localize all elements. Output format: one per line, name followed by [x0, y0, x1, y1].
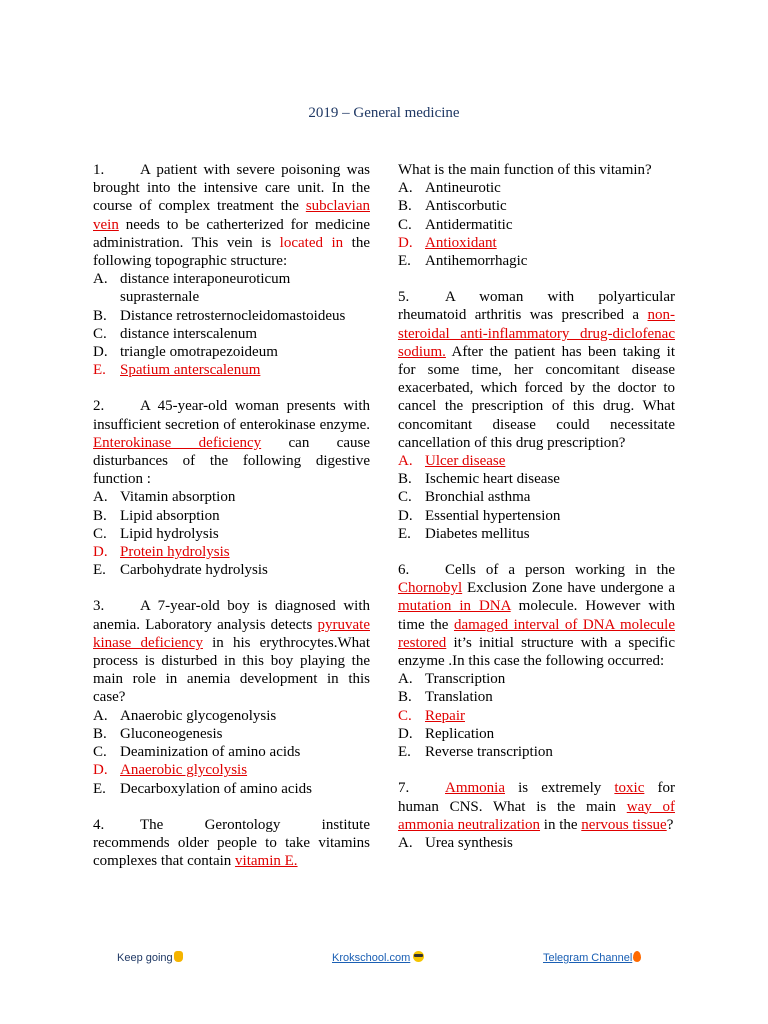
option-text: Antioxidant	[425, 234, 497, 251]
option-a-correct[interactable]	[398, 452, 675, 470]
option-letter: E.	[93, 362, 106, 379]
highlighted-term: Ammonia	[445, 780, 505, 797]
stem-text: ?	[666, 816, 674, 833]
option-text: Translation	[425, 689, 493, 706]
left-column	[93, 161, 370, 888]
option-text: distance interscalenum	[120, 325, 258, 342]
highlighted-term: located in	[279, 234, 344, 251]
question-6	[398, 561, 675, 761]
highlighted-term: Enterokinase deficiency	[93, 434, 262, 451]
option-text: Ischemic heart disease	[425, 471, 560, 488]
option-letter: E.	[398, 253, 411, 270]
option-letter: D.	[398, 234, 413, 251]
option-text: Gluconeogenesis	[120, 725, 223, 742]
question-stem	[93, 816, 370, 871]
option-a[interactable]	[93, 707, 370, 725]
option-b[interactable]	[93, 507, 370, 525]
option-b[interactable]	[93, 725, 370, 743]
question-5	[398, 288, 675, 543]
question-4-continued	[398, 161, 675, 270]
option-letter: B.	[398, 471, 412, 488]
option-e[interactable]	[398, 252, 675, 270]
question-stem	[398, 288, 675, 452]
footer-telegram-link[interactable]	[543, 951, 641, 964]
stem-text: The Gerontology institute recommends older people to take vitamins complexes that contain	[93, 816, 370, 870]
option-text: Replication	[425, 725, 495, 742]
option-text: Anaerobic glycogenolysis	[120, 707, 277, 724]
question-stem-continued	[398, 161, 675, 179]
option-d[interactable]	[398, 507, 675, 525]
option-text: Antiscorbutic	[425, 198, 507, 215]
question-stem	[398, 561, 675, 670]
stem-text: After the patient has been taking it for some time, her concomitant disease exacerbated, which forced by the doctor to cancel the prescription of this drug. What concomitant disease could necessitate cancellation of this drug prescription?	[398, 343, 675, 451]
page-title: 2019 – General medicine	[308, 105, 460, 121]
option-e[interactable]	[93, 561, 370, 579]
option-d-correct[interactable]	[398, 234, 675, 252]
option-c[interactable]	[93, 325, 370, 343]
option-letter: A.	[398, 671, 413, 688]
stem-text: Exclusion Zone have undergone a	[462, 580, 675, 597]
question-3	[93, 597, 370, 797]
option-c[interactable]	[398, 216, 675, 234]
question-stem	[93, 597, 370, 706]
option-letter: E.	[398, 744, 411, 761]
option-letter: A.	[93, 707, 108, 724]
option-letter: C.	[93, 325, 107, 342]
option-letter: A.	[398, 453, 413, 470]
highlighted-term: Chornobyl	[398, 580, 463, 597]
option-d-correct[interactable]	[93, 761, 370, 779]
option-text: Urea synthesis	[425, 834, 513, 851]
option-letter: A.	[398, 180, 413, 197]
option-letter: B.	[398, 198, 412, 215]
option-text: Antidermatitic	[425, 216, 513, 233]
stem-text: What is the main function of this vitamin?	[398, 162, 652, 178]
stem-text: A patient with severe poisoning was brought into the intensive care unit. In the course of complex treatment the	[93, 162, 370, 215]
footer-site-link[interactable]	[332, 951, 424, 964]
stem-text: is extremely	[505, 780, 615, 797]
option-b[interactable]	[398, 688, 675, 706]
stem-text: A 45-year-old woman presents with insufficient secretion of enterokinase enzyme.	[93, 398, 370, 433]
option-e[interactable]	[93, 780, 370, 798]
footer-keep-going	[117, 951, 183, 964]
question-7	[398, 779, 675, 852]
option-letter: E.	[93, 780, 106, 797]
option-b[interactable]	[93, 307, 370, 325]
stem-text: A woman with polyarticular rheumatoid arthritis was prescribed a	[398, 289, 675, 324]
highlighted-term: way of ammonia neutralization	[398, 798, 675, 833]
option-letter: E.	[93, 562, 106, 579]
option-text: Deaminization of amino acids	[120, 744, 301, 761]
option-text: Antineurotic	[425, 180, 501, 197]
option-a[interactable]	[93, 488, 370, 506]
option-text: Ulcer disease	[425, 453, 506, 470]
option-text: Diabetes mellitus	[425, 525, 530, 542]
option-letter: A.	[93, 271, 108, 288]
option-text: Carbohydrate hydrolysis	[120, 562, 268, 579]
option-d-correct[interactable]	[93, 543, 370, 561]
option-text: distance interaponeuroticum suprasternale	[120, 271, 291, 306]
highlighted-term: vitamin E.	[235, 853, 298, 870]
option-letter: B.	[93, 507, 107, 524]
option-e[interactable]	[398, 525, 675, 543]
question-number: 7.	[398, 780, 410, 797]
option-e-correct[interactable]	[93, 361, 370, 379]
footer-text: Keep going	[117, 952, 173, 964]
option-letter: C.	[93, 744, 107, 761]
stem-text: Cells of a person working in the	[445, 562, 675, 579]
highlighted-term: damaged interval of DNA molecule restored	[398, 616, 675, 651]
option-letter: A.	[93, 489, 108, 506]
option-text: Repair	[425, 707, 465, 724]
option-letter: C.	[93, 525, 107, 542]
highlighted-term: subclavian vein	[93, 198, 370, 233]
stem-text: molecule. However with time the	[398, 598, 675, 633]
question-2	[93, 397, 370, 579]
fire-icon	[633, 951, 641, 962]
question-number: 1.	[93, 162, 105, 178]
question-stem	[93, 397, 370, 488]
stem-text: the following topographic structure:	[93, 234, 370, 270]
option-text: Spatium anterscalenum	[120, 362, 261, 379]
question-number: 5.	[398, 289, 410, 306]
option-letter: B.	[93, 725, 107, 742]
option-text: Decarboxylation of amino acids	[120, 780, 313, 797]
option-b[interactable]	[398, 470, 675, 488]
option-letter: A.	[398, 834, 413, 851]
option-letter: D.	[93, 762, 108, 779]
site-link[interactable]: Krokschool.com	[332, 952, 411, 964]
question-4	[93, 816, 370, 871]
stem-text: needs to be catherterized for medicine administration. This vein is	[93, 216, 370, 251]
stem-text: A 7-year-old boy is diagnosed with anemia. Laboratory analysis detects	[93, 598, 370, 633]
option-letter: D.	[93, 344, 108, 361]
option-letter: B.	[398, 689, 412, 706]
option-b[interactable]	[398, 197, 675, 215]
stem-text: it’s initial structure with a specific enzyme .In this case the following occurred:	[398, 634, 675, 670]
option-a[interactable]	[398, 834, 675, 852]
question-1	[93, 161, 370, 379]
highlighted-term: nervous tissue	[581, 816, 667, 833]
option-d[interactable]	[93, 343, 370, 361]
option-letter: E.	[398, 525, 411, 542]
option-letter: C.	[398, 707, 412, 724]
stem-text: for human CNS. What is the main	[398, 780, 675, 815]
option-d[interactable]	[398, 725, 675, 743]
option-c[interactable]	[398, 488, 675, 506]
option-letter: D.	[398, 725, 413, 742]
option-text: triangle omotrapezoideum	[120, 344, 278, 361]
option-letter: D.	[93, 544, 108, 561]
option-a[interactable]	[398, 670, 675, 688]
question-stem	[398, 779, 675, 834]
option-text: Protein hydrolysis	[120, 544, 230, 561]
option-text: Reverse transcription	[425, 744, 553, 761]
question-number: 4.	[93, 816, 105, 833]
question-number: 3.	[93, 598, 105, 615]
option-text: Transcription	[425, 671, 506, 688]
highlighted-term: pyruvate kinase deficiency	[93, 616, 370, 651]
option-letter: B.	[93, 307, 107, 324]
option-text: Vitamin absorption	[120, 489, 236, 506]
option-text: Anaerobic glycolysis	[120, 762, 248, 779]
highlighted-term: toxic	[614, 780, 645, 797]
question-number: 2.	[93, 398, 105, 415]
option-text: Essential hypertension	[425, 507, 561, 524]
stem-text: in his erythrocytes.What process is disturbed in this boy playing the main role in anemia development in this case?	[93, 634, 370, 706]
telegram-link[interactable]: Telegram Channel	[543, 952, 633, 964]
option-text: Lipid hydrolysis	[120, 525, 219, 542]
option-text: Distance retrosternocleidomastoideus	[120, 307, 346, 324]
option-c-correct[interactable]	[398, 707, 675, 725]
option-c[interactable]	[93, 525, 370, 543]
option-e[interactable]	[398, 743, 675, 761]
option-letter: D.	[398, 507, 413, 524]
option-c[interactable]	[93, 743, 370, 761]
question-number: 6.	[398, 562, 410, 579]
option-a[interactable]	[398, 179, 675, 197]
option-text: Antihemorrhagic	[425, 253, 528, 270]
option-text: Bronchial asthma	[425, 489, 531, 506]
question-stem	[93, 161, 370, 270]
highlighted-term: non-steroidal anti-inflammatory drug-diclofenac sodium.	[398, 307, 675, 360]
stem-text: in the	[540, 816, 582, 833]
highlighted-term: mutation in DNA	[398, 598, 511, 615]
right-column	[398, 161, 675, 870]
option-a[interactable]	[93, 270, 370, 306]
option-letter: C.	[398, 216, 412, 233]
sunglasses-face-icon	[413, 951, 424, 962]
victory-hand-icon	[174, 951, 183, 962]
option-text: Lipid absorption	[120, 507, 220, 524]
option-letter: C.	[398, 489, 412, 506]
stem-text: can cause disturbances of the following digestive function :	[93, 434, 370, 488]
